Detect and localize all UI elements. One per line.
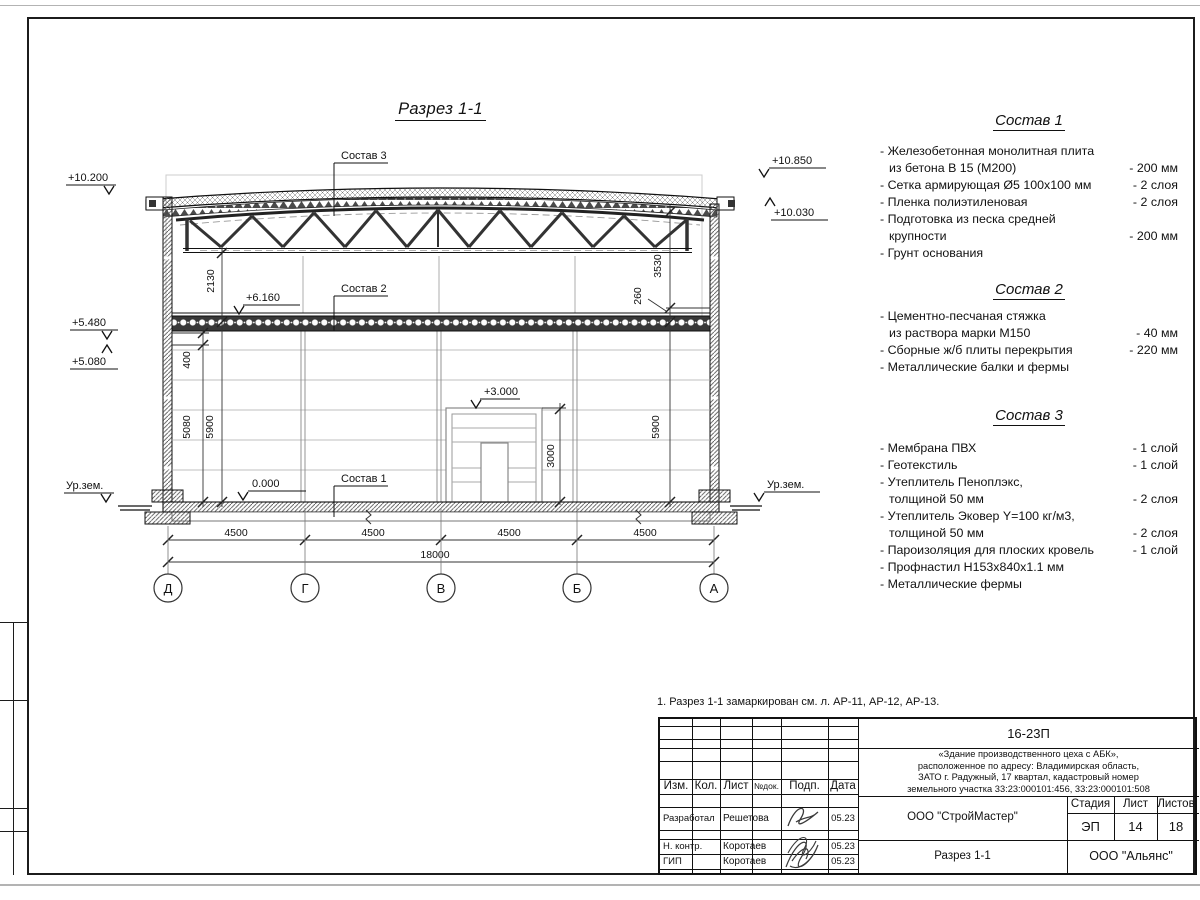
elevation-arrow (102, 345, 112, 353)
sign-date: 05.23 (831, 855, 855, 867)
dim-label: 5080 (181, 415, 193, 439)
org-right: ООО "Альянс" (1089, 849, 1173, 863)
elevation-label: +10.850 (772, 155, 813, 167)
elevation-arrow (238, 492, 248, 500)
composition-line (880, 440, 1178, 457)
eave-cap-right-plate (728, 200, 735, 207)
sheet-label: Лист (1123, 797, 1148, 810)
axis-label: А (709, 581, 719, 596)
composition-line (880, 508, 1178, 525)
dim-label: 2130 (205, 269, 217, 293)
elevation-arrow (101, 494, 111, 502)
composition-line (880, 474, 1178, 491)
eave-cap-left-plate (149, 200, 156, 207)
titleblock-header-col: Дата (830, 779, 856, 792)
axis-label: Г (301, 581, 309, 596)
dim-label: 400 (181, 351, 193, 369)
composition-line (880, 245, 1178, 262)
layer-name: - Подготовка из песка средней (880, 212, 1056, 226)
signature (788, 838, 816, 855)
truss-diagonal (593, 216, 624, 247)
composition-line (880, 143, 1178, 160)
layer-label: Состав 2 (341, 283, 387, 295)
elevation-arrow (104, 186, 114, 194)
title-block (658, 717, 1197, 875)
layer-thickness: - 220 мм (1129, 343, 1178, 357)
footing-right (692, 512, 737, 524)
layer-thickness: - 200 мм (1129, 229, 1178, 243)
layer-name: - Пароизоляция для плоских кровель (880, 543, 1094, 557)
vestibule (446, 408, 542, 502)
layer-name: из бетона В 15 (М200) (889, 161, 1017, 175)
composition-line (880, 342, 1178, 359)
truss-diagonal (283, 213, 314, 247)
truss-diagonal (500, 211, 531, 247)
composition-title: Состав 1 (995, 112, 1063, 129)
layer-name: из раствора марки М150 (889, 326, 1031, 340)
elevation-arrow (102, 331, 112, 339)
truss-diagonal (345, 211, 376, 247)
composition-panel (880, 0, 1178, 620)
truss-diagonal (655, 220, 686, 247)
composition-line (880, 359, 1178, 376)
layer-name: - Цементно-песчаная стяжка (880, 309, 1046, 323)
truss-diagonal (190, 221, 221, 247)
dim-label: 18000 (420, 549, 450, 561)
truss-diagonal (562, 213, 593, 247)
layer-thickness: - 2 слоя (1132, 195, 1178, 209)
composition-line (880, 525, 1178, 542)
composition-line (880, 491, 1178, 508)
composition-line (880, 160, 1178, 177)
truss-diagonal (438, 210, 469, 247)
sign-name: Коротаев (723, 855, 767, 867)
sheets-total: 18 (1168, 818, 1184, 834)
signature (788, 808, 818, 826)
titleblock-header-col: Подп. (789, 779, 820, 792)
dim-label: 3000 (545, 444, 557, 468)
vestibule-door (481, 443, 508, 502)
truss-diagonal (624, 216, 655, 247)
elevation-label: +10.200 (68, 172, 109, 184)
layer-name: - Сборные ж/б плиты перекрытия (880, 343, 1073, 357)
composition-line (880, 457, 1178, 474)
layer-thickness: - 2 слоя (1132, 526, 1178, 540)
stage-label: Стадия (1070, 797, 1111, 810)
drawing-title: Разрез 1-1 (368, 100, 513, 119)
truss-diagonal (252, 216, 283, 247)
composition-line (880, 308, 1178, 325)
titleblock-header-col: Кол. (694, 779, 718, 792)
elevation-arrow (754, 493, 764, 501)
wall-right (710, 204, 719, 502)
composition-line (880, 211, 1178, 228)
dim-label: 260 (632, 287, 644, 305)
elevation-label: Ур.зем. (767, 479, 805, 491)
sign-role: Н. контр. (663, 840, 703, 852)
dim-label: 4500 (633, 527, 657, 539)
stage-value: ЭП (1081, 818, 1100, 834)
signatures (660, 719, 1199, 873)
layer-thickness: - 40 мм (1136, 326, 1178, 340)
elevation-arrow (471, 400, 481, 408)
sign-date: 05.23 (831, 840, 855, 852)
plinth-right (699, 490, 730, 502)
layer-name: крупности (889, 229, 947, 243)
layer-name: - Утеплитель Пеноплэкс, (880, 475, 1023, 489)
plinth-left (152, 490, 183, 502)
elevation-label: +5.080 (72, 356, 106, 368)
elevation-label: +10.030 (774, 207, 815, 219)
layer-thickness: - 200 мм (1129, 161, 1178, 175)
elevation-arrow (759, 169, 769, 177)
composition-line (880, 559, 1178, 576)
composition-line (880, 325, 1178, 342)
truss-diagonal (314, 213, 345, 247)
titleblock-header-col: Изм. (663, 779, 689, 792)
composition-title: Состав 2 (995, 281, 1063, 298)
layer-name: толщиной 50 мм (889, 492, 984, 506)
sign-name: Решетова (723, 812, 769, 824)
truss-diagonal (469, 211, 500, 247)
dim-label: 4500 (361, 527, 385, 539)
dim-label: 4500 (224, 527, 248, 539)
layer-name: - Профнастил Н153х840х1.1 мм (880, 560, 1065, 574)
elevation-label: +5.480 (72, 317, 106, 329)
layer-name: - Грунт основания (880, 246, 984, 260)
dim-label: 3530 (652, 254, 664, 278)
floor-slab-band (172, 316, 710, 331)
composition-line (880, 542, 1178, 559)
layer-label: Состав 3 (341, 150, 387, 162)
composition-line (880, 576, 1178, 593)
titleblock-header-col: №док. (754, 781, 779, 792)
layer-thickness: - 1 слой (1132, 543, 1178, 557)
truss-diagonal (531, 213, 562, 247)
truss-diagonal (407, 210, 438, 247)
composition-line (880, 228, 1178, 245)
sign-role: ГИП (663, 855, 682, 867)
axis-label: В (436, 581, 446, 596)
dim-label: 5900 (204, 415, 216, 439)
elevation-label: +6.160 (246, 292, 280, 304)
dim-label: 5900 (650, 415, 662, 439)
project-description: «Здание производственного цеха с АБК», расположенное по адресу: Владимирская область, ЗАТО г. Радужный, 17 квартал, кадастровый номер земельного участка 33:23:000101:456, 33:23:000101:508 (907, 749, 1150, 794)
composition-line (880, 177, 1178, 194)
sign-date: 05.23 (831, 812, 855, 824)
composition-line (880, 194, 1178, 211)
elevation-label: +3.000 (484, 386, 518, 398)
dim-label: 4500 (497, 527, 521, 539)
layer-thickness: - 1 слой (1132, 441, 1178, 455)
layer-name: - Утеплитель Эковер Y=100 кг/м3, (880, 509, 1075, 523)
layer-name: - Пленка полиэтиленовая (880, 195, 1028, 209)
layer-name: - Сетка армирующая Ø5 100х100 мм (880, 178, 1092, 192)
elevation-label: Ур.зем. (66, 480, 104, 492)
composition-title: Состав 3 (995, 407, 1063, 424)
wall-left (163, 197, 172, 502)
layer-thickness: - 2 слоя (1132, 492, 1178, 506)
layer-name: толщиной 50 мм (889, 526, 984, 540)
sheet-number: 14 (1128, 818, 1143, 834)
sign-role: Разработал (663, 812, 715, 824)
sheet-title-cell: Разрез 1-1 (934, 849, 991, 862)
layer-name: - Металлические балки и фермы (880, 360, 1070, 374)
layer-thickness: - 1 слой (1132, 458, 1178, 472)
elevation-label: 0.000 (252, 478, 280, 490)
sheet-note: 1. Разрез 1-1 замаркирован см. л. АР-11, АР-12, АР-13. (657, 696, 940, 708)
elevation-arrow (765, 198, 775, 206)
layer-name: - Мембрана ПВХ (880, 441, 977, 455)
sheets-label: Листов (1157, 797, 1195, 810)
footing-left (145, 512, 190, 524)
truss-diagonal (376, 211, 407, 247)
sign-name: Коротаев (723, 840, 767, 852)
layer-name: - Металлические фермы (880, 577, 1022, 591)
axis-label: Б (572, 581, 582, 596)
layer-thickness: - 2 слоя (1132, 178, 1178, 192)
axis-label: Д (163, 581, 173, 596)
doc-number: 16-23П (1007, 725, 1050, 741)
layer-name: - Железобетонная монолитная плита (880, 144, 1095, 158)
titleblock-header-col: Лист (723, 779, 749, 792)
layer-name: - Геотекстиль (880, 458, 958, 472)
layer-label: Состав 1 (341, 473, 387, 485)
org-middle: ООО "СтройМастер" (907, 811, 1018, 824)
